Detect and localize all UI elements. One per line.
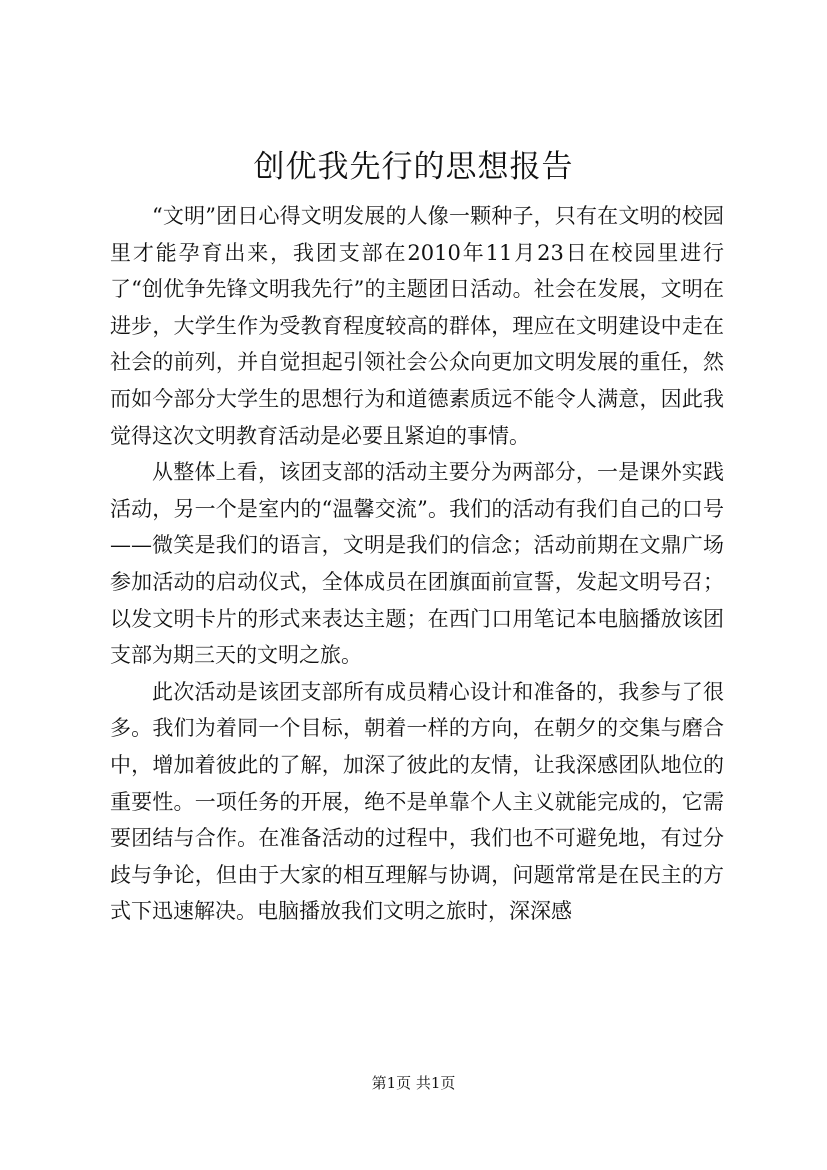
paragraph-3: 此次活动是该团支部所有成员精心设计和准备的，我参与了很多。我们为着同一个目标，朝着一样的方向，在朝夕的交集与磨合中，增加着彼此的了解，加深了彼此的友情，让我深感团队地位的重要性。一项任务的开展，绝不是单靠个人主义就能完成的，它需要团结与合作。在准备活动的过程中，我们也不可避免地，有过分歧与争论，但由于大家的相互理解与协调，问题常常是在民主的方式下迅速解决。电脑播放我们文明之旅时，深深感 — [110, 679, 724, 924]
document-title: 创优我先行的思想报告 — [253, 149, 574, 185]
paragraph-1: “文明”团日心得文明发展的人像一颗种子，只有在文明的校园里才能孕育出来，我团支部在2010年11月23日在校园里进行了“创优争先锋文明我先行”的主题团日活动。社会在发展，文明在进步，大学生作为受教育程度较高的群体，理应在文明建设中走在社会的前列，并自觉担起引领社会公众向更加文明发展的重任，然而如今部分大学生的思想行为和道德素质远不能令人满意，因此我觉得这次文明教育活动是必要且紧迫的事情。 — [110, 204, 724, 448]
document-body — [110, 198, 724, 930]
paragraph-2: 从整体上看，该团支部的活动主要分为两部分，一是课外实践活动，另一个是室内的“温馨交流”。我们的活动有我们自己的口号——微笑是我们的语言，文明是我们的信念；活动前期在文鼎广场参加活动的启动仪式，全体成员在团旗面前宣誓，发起文明号召；以发文明卡片的形式来表达主题；在西门口用笔记本电脑播放该团支部为期三天的文明之旅。 — [110, 460, 724, 668]
page-footer: 第1页 共1页 — [371, 1074, 456, 1092]
